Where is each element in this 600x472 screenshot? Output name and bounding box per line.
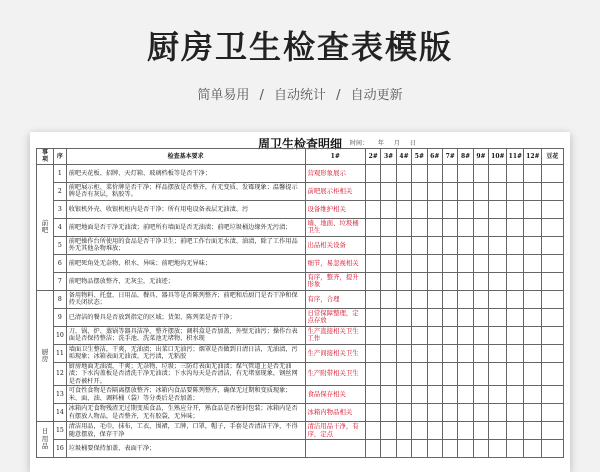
score-cell[interactable]: [427, 272, 442, 290]
table-row: [37, 290, 564, 308]
table-row: [37, 218, 564, 236]
score-cell[interactable]: [427, 182, 442, 200]
page-title: 厨房卫生检查表模版: [146, 28, 453, 66]
score-cell[interactable]: [412, 326, 427, 344]
requirement-cell: 已清洁的餐具是否放到指定的区域；货架、陈列架是否干净；: [66, 308, 305, 326]
note-cell: 出品相关设备: [305, 236, 366, 254]
score-cell[interactable]: [396, 164, 411, 182]
score-cell[interactable]: [541, 308, 563, 326]
score-cell[interactable]: [442, 218, 457, 236]
row-number: 10: [53, 326, 66, 344]
score-cell[interactable]: [366, 308, 381, 326]
requirement-cell: 备用物料、托盘、日用品、餐具、器具等是否陈列整齐；前吧和后厨门是否干净和保持关闭状态；: [66, 290, 305, 308]
column-header: 10#: [489, 149, 507, 165]
score-cell[interactable]: [442, 422, 457, 440]
requirement-cell: 前吧物品摆放整齐，无灰尘，无油迹；: [66, 272, 305, 290]
table-row: [37, 344, 564, 362]
score-cell[interactable]: [458, 326, 473, 344]
score-cell[interactable]: [442, 272, 457, 290]
score-cell[interactable]: [473, 386, 488, 404]
score-cell[interactable]: [458, 290, 473, 308]
score-cell[interactable]: [524, 164, 542, 182]
score-cell[interactable]: [412, 182, 427, 200]
score-cell[interactable]: [473, 422, 488, 440]
score-cell[interactable]: [473, 182, 488, 200]
column-header: 4#: [396, 149, 411, 165]
score-cell[interactable]: [541, 218, 563, 236]
score-cell[interactable]: [396, 344, 411, 362]
score-cell[interactable]: [381, 422, 396, 440]
score-cell[interactable]: [381, 290, 396, 308]
score-cell[interactable]: [506, 344, 524, 362]
score-cell[interactable]: [366, 182, 381, 200]
score-cell[interactable]: [489, 200, 507, 218]
table-header-row: [37, 149, 564, 165]
score-cell[interactable]: [506, 386, 524, 404]
table-row: [37, 326, 564, 344]
row-number: 7: [53, 272, 66, 290]
score-cell[interactable]: [506, 422, 524, 440]
score-cell[interactable]: [524, 254, 542, 272]
score-cell[interactable]: [427, 422, 442, 440]
score-cell[interactable]: [396, 236, 411, 254]
row-number: 13: [53, 386, 66, 404]
score-cell[interactable]: [489, 326, 507, 344]
score-cell[interactable]: [381, 308, 396, 326]
score-cell[interactable]: [458, 218, 473, 236]
score-cell[interactable]: [412, 200, 427, 218]
table-row: [37, 272, 564, 290]
note-cell: 生产间接相关卫生: [305, 344, 366, 362]
score-cell[interactable]: [412, 218, 427, 236]
score-cell[interactable]: [427, 254, 442, 272]
score-cell[interactable]: [396, 326, 411, 344]
row-number: 2: [53, 182, 66, 200]
score-cell[interactable]: [396, 404, 411, 422]
note-cell: 墙、地面、垃圾桶卫生: [305, 218, 366, 236]
requirement-cell: 前吧展示柜、菜价牌是否干净；样品摆放是否整齐，有无变质、发霉现象；温馨提示牌是否有灰层，粘胶等。: [66, 182, 305, 200]
score-cell[interactable]: [442, 164, 457, 182]
score-cell[interactable]: [506, 404, 524, 422]
score-cell[interactable]: [541, 236, 563, 254]
score-cell[interactable]: [541, 344, 563, 362]
score-cell[interactable]: [489, 362, 507, 385]
score-cell[interactable]: [381, 440, 396, 458]
score-cell[interactable]: [366, 164, 381, 182]
requirement-cell: 前吧死角处无杂物、积水、异味；前吧地沟无异味；: [66, 254, 305, 272]
score-cell[interactable]: [427, 386, 442, 404]
row-number: 12: [53, 362, 66, 385]
score-cell[interactable]: [489, 236, 507, 254]
score-cell[interactable]: [473, 344, 488, 362]
score-cell[interactable]: [473, 272, 488, 290]
score-cell[interactable]: [541, 422, 563, 440]
column-header: 11#: [506, 149, 524, 165]
score-cell[interactable]: [366, 236, 381, 254]
score-cell[interactable]: [366, 404, 381, 422]
note-cell: 生产直接相关卫生工作: [305, 326, 366, 344]
score-cell[interactable]: [473, 362, 488, 385]
inspection-table: [36, 148, 564, 458]
score-cell[interactable]: [489, 308, 507, 326]
score-cell[interactable]: [412, 236, 427, 254]
note-cell: 清洁用品干净，有序，定点: [305, 422, 366, 440]
score-cell[interactable]: [412, 404, 427, 422]
score-cell[interactable]: [366, 386, 381, 404]
score-cell[interactable]: [381, 344, 396, 362]
score-cell[interactable]: [396, 440, 411, 458]
score-cell[interactable]: [366, 326, 381, 344]
score-cell[interactable]: [506, 254, 524, 272]
score-cell[interactable]: [458, 182, 473, 200]
score-cell[interactable]: [412, 272, 427, 290]
score-cell[interactable]: [381, 218, 396, 236]
note-cell: 冰箱内物品相关: [305, 404, 366, 422]
score-cell[interactable]: [541, 404, 563, 422]
score-cell[interactable]: [366, 440, 381, 458]
note-cell: 前吧展示柜相关: [305, 182, 366, 200]
score-cell[interactable]: [381, 236, 396, 254]
note-cell: 设备维护相关: [305, 200, 366, 218]
score-cell[interactable]: [506, 236, 524, 254]
score-cell[interactable]: [489, 344, 507, 362]
score-cell[interactable]: [506, 218, 524, 236]
sheet-title: 周卫生检查明细: [257, 137, 342, 151]
row-number: 11: [53, 344, 66, 362]
row-number: 14: [53, 404, 66, 422]
score-cell[interactable]: [458, 344, 473, 362]
score-cell[interactable]: [489, 386, 507, 404]
column-header: 豆花: [541, 149, 563, 165]
score-cell[interactable]: [366, 218, 381, 236]
column-header: 6#: [427, 149, 442, 165]
score-cell[interactable]: [396, 200, 411, 218]
score-cell[interactable]: [442, 200, 457, 218]
requirement-cell: 清洁用品，毛巾，抹布，工衣，围裙，工牌，口罩，帽子，手套是否清洁干净，不得随意摆放，保存干净: [66, 422, 305, 440]
score-cell[interactable]: [541, 272, 563, 290]
score-cell[interactable]: [458, 404, 473, 422]
score-cell[interactable]: [381, 326, 396, 344]
score-cell[interactable]: [442, 362, 457, 385]
score-cell[interactable]: [366, 200, 381, 218]
score-cell[interactable]: [541, 440, 563, 458]
score-cell[interactable]: [524, 200, 542, 218]
column-header: 检查基本要求: [66, 149, 305, 165]
table-row: [37, 386, 564, 404]
score-cell[interactable]: [381, 182, 396, 200]
note-cell: [305, 440, 366, 458]
score-cell[interactable]: [506, 182, 524, 200]
score-cell[interactable]: [473, 440, 488, 458]
score-cell[interactable]: [442, 182, 457, 200]
score-cell[interactable]: [524, 440, 542, 458]
score-cell[interactable]: [366, 254, 381, 272]
score-cell[interactable]: [396, 386, 411, 404]
score-cell[interactable]: [524, 422, 542, 440]
score-cell[interactable]: [489, 254, 507, 272]
note-cell: 食品保存相关: [305, 386, 366, 404]
column-header: 8#: [458, 149, 473, 165]
row-number: 8: [53, 290, 66, 308]
score-cell[interactable]: [506, 440, 524, 458]
score-cell[interactable]: [524, 218, 542, 236]
score-cell[interactable]: [506, 290, 524, 308]
score-cell[interactable]: [427, 344, 442, 362]
score-cell[interactable]: [541, 182, 563, 200]
score-cell[interactable]: [473, 404, 488, 422]
score-cell[interactable]: [489, 440, 507, 458]
requirement-cell: 收银机外壳、收银机柜内是否干净；所有用电设备表层无油渍、污: [66, 200, 305, 218]
note-cell: 营观形象展示: [305, 164, 366, 182]
score-cell[interactable]: [541, 164, 563, 182]
score-cell[interactable]: [381, 272, 396, 290]
score-cell[interactable]: [442, 236, 457, 254]
table-row: [37, 182, 564, 200]
score-cell[interactable]: [489, 290, 507, 308]
score-cell[interactable]: [473, 326, 488, 344]
score-cell[interactable]: [442, 440, 457, 458]
score-cell[interactable]: [458, 440, 473, 458]
score-cell[interactable]: [396, 182, 411, 200]
score-cell[interactable]: [489, 182, 507, 200]
score-cell[interactable]: [541, 254, 563, 272]
requirement-cell: 冰箱内无食物残渣无过期变质食品，生熟应分开，熟食品是否密封包装；冰箱内是否有摆放人物品，是否整齐，无有胶袋，无异味；: [66, 404, 305, 422]
score-cell[interactable]: [427, 308, 442, 326]
score-cell[interactable]: [458, 164, 473, 182]
row-number: 4: [53, 218, 66, 236]
score-cell[interactable]: [366, 362, 381, 385]
score-cell[interactable]: [489, 422, 507, 440]
score-cell[interactable]: [524, 272, 542, 290]
score-cell[interactable]: [458, 422, 473, 440]
score-cell[interactable]: [541, 290, 563, 308]
score-cell[interactable]: [506, 308, 524, 326]
score-cell[interactable]: [427, 440, 442, 458]
score-cell[interactable]: [442, 254, 457, 272]
score-cell[interactable]: [427, 290, 442, 308]
row-number: 16: [53, 440, 66, 458]
score-cell[interactable]: [473, 308, 488, 326]
score-cell[interactable]: [541, 200, 563, 218]
score-cell[interactable]: [458, 308, 473, 326]
date-line: 时间： 年 月 日: [350, 140, 416, 147]
score-cell[interactable]: [506, 362, 524, 385]
score-cell[interactable]: [524, 362, 542, 385]
score-cell[interactable]: [396, 308, 411, 326]
row-number: 5: [53, 236, 66, 254]
score-cell[interactable]: [506, 272, 524, 290]
category-cell: 厨房: [37, 290, 54, 421]
requirement-cell: 前吧操作台所使用的食品是否干净卫生；前吧工作台面无水渍、油渍，除了工作用品外无其他杂物堆放；: [66, 236, 305, 254]
score-cell[interactable]: [381, 404, 396, 422]
category-cell: 日用品: [37, 422, 54, 458]
score-cell[interactable]: [524, 344, 542, 362]
score-cell[interactable]: [473, 290, 488, 308]
score-cell[interactable]: [506, 200, 524, 218]
score-cell[interactable]: [458, 362, 473, 385]
score-cell[interactable]: [506, 326, 524, 344]
table-row: [37, 236, 564, 254]
score-cell[interactable]: [381, 164, 396, 182]
score-cell[interactable]: [381, 362, 396, 385]
score-cell[interactable]: [524, 386, 542, 404]
score-cell[interactable]: [489, 164, 507, 182]
score-cell[interactable]: [396, 272, 411, 290]
score-cell[interactable]: [366, 422, 381, 440]
score-cell[interactable]: [524, 308, 542, 326]
requirement-cell: 刀、锅、炉、蒸锅等器具洁净，整齐摆放；调料盒是否加盖，外壁无油污；操作台表面是否保持整洁；洗手池、洗菜池无堵物、积水现: [66, 326, 305, 344]
note-cell: 细节，易忽视相关: [305, 254, 366, 272]
score-cell[interactable]: [458, 272, 473, 290]
row-number: 6: [53, 254, 66, 272]
requirement-cell: 前吧地面是否干净无油渍；前吧所有墙面是否无油渍；前吧垃圾桶边缘外无污渍；: [66, 218, 305, 236]
score-cell[interactable]: [458, 200, 473, 218]
requirement-cell: 垃圾桶要保持加盖、表面干净；: [66, 440, 305, 458]
score-cell[interactable]: [473, 200, 488, 218]
score-cell[interactable]: [427, 218, 442, 236]
column-header: 5#: [412, 149, 427, 165]
table-row: [37, 422, 564, 440]
score-cell[interactable]: [524, 182, 542, 200]
column-header: 1#: [305, 149, 366, 165]
score-cell[interactable]: [427, 326, 442, 344]
table-row: [37, 404, 564, 422]
score-cell[interactable]: [412, 362, 427, 385]
requirement-cell: 墙面卫生整洁，干爽，无油渍；出菜口无油污；烟罩是否做到日清日洁，无油渍，污垢现象；冰箱表面无油渍、无污渍，无粘胶: [66, 344, 305, 362]
score-cell[interactable]: [442, 386, 457, 404]
score-cell[interactable]: [524, 404, 542, 422]
category-cell: 前吧: [37, 164, 54, 290]
column-header: 7#: [442, 149, 457, 165]
note-cell: 生产附带相关卫生: [305, 362, 366, 385]
score-cell[interactable]: [396, 218, 411, 236]
score-cell[interactable]: [458, 386, 473, 404]
score-cell[interactable]: [541, 326, 563, 344]
score-cell[interactable]: [366, 290, 381, 308]
score-cell[interactable]: [366, 344, 381, 362]
requirement-cell: 前吧天花板、招牌、天灯箱、玻璃档板等是否干净；: [66, 164, 305, 182]
row-number: 3: [53, 200, 66, 218]
note-cell: 日常保障整理，定点存放: [305, 308, 366, 326]
score-cell[interactable]: [396, 254, 411, 272]
score-cell[interactable]: [366, 272, 381, 290]
table-row: [37, 362, 564, 385]
score-cell[interactable]: [524, 326, 542, 344]
score-cell[interactable]: [412, 290, 427, 308]
score-cell[interactable]: [396, 422, 411, 440]
requirement-cell: 厨房地面无油渍，干爽；无杂物、垃圾；三防灯表面无油渍；煤气管道上是否无油渍；下水沟盖板是否清洗干净无油渍；下水沟每天是否清洁，有无堵塞现象，钢丝网是否被杆开。: [66, 362, 305, 385]
column-header: 序: [53, 149, 66, 165]
score-cell[interactable]: [412, 422, 427, 440]
inspection-sheet: [30, 132, 570, 472]
score-cell[interactable]: [541, 386, 563, 404]
score-cell[interactable]: [473, 236, 488, 254]
table-row: [37, 440, 564, 458]
score-cell[interactable]: [442, 308, 457, 326]
column-header: 9#: [473, 149, 488, 165]
score-cell[interactable]: [473, 164, 488, 182]
score-cell[interactable]: [506, 164, 524, 182]
note-cell: 有序，合理: [305, 290, 366, 308]
score-cell[interactable]: [524, 290, 542, 308]
score-cell[interactable]: [541, 362, 563, 385]
row-number: 1: [53, 164, 66, 182]
score-cell[interactable]: [473, 218, 488, 236]
score-cell[interactable]: [412, 344, 427, 362]
table-row: [37, 200, 564, 218]
score-cell[interactable]: [427, 362, 442, 385]
score-cell[interactable]: [489, 404, 507, 422]
score-cell[interactable]: [427, 200, 442, 218]
score-cell[interactable]: [412, 164, 427, 182]
score-cell[interactable]: [524, 236, 542, 254]
score-cell[interactable]: [396, 362, 411, 385]
row-number: 9: [53, 308, 66, 326]
table-row: [37, 254, 564, 272]
score-cell[interactable]: [412, 254, 427, 272]
score-cell[interactable]: [442, 326, 457, 344]
score-cell[interactable]: [442, 290, 457, 308]
score-cell[interactable]: [489, 272, 507, 290]
score-cell[interactable]: [427, 404, 442, 422]
score-cell[interactable]: [396, 290, 411, 308]
score-cell[interactable]: [412, 440, 427, 458]
score-cell[interactable]: [458, 254, 473, 272]
score-cell[interactable]: [381, 254, 396, 272]
score-cell[interactable]: [489, 218, 507, 236]
score-cell[interactable]: [412, 386, 427, 404]
score-cell[interactable]: [427, 164, 442, 182]
column-header: 12#: [524, 149, 542, 165]
score-cell[interactable]: [427, 236, 442, 254]
column-header: 事项: [37, 149, 54, 165]
column-header: 3#: [381, 149, 396, 165]
score-cell[interactable]: [381, 386, 396, 404]
page-subtitle: 简单易用 / 自动统计 / 自动更新: [197, 88, 403, 103]
requirement-cell: 可食性食物是否隔离摆放整齐；冰箱内食品要陈列整齐，确保无过期和变质现象；米、面、油、调料桶（袋）等分类后是否加盖；: [66, 386, 305, 404]
row-number: 15: [53, 422, 66, 440]
table-row: [37, 308, 564, 326]
column-header: 2#: [366, 149, 381, 165]
note-cell: 有序，整齐，提升形象: [305, 272, 366, 290]
table-row: [37, 164, 564, 182]
score-cell[interactable]: [442, 344, 457, 362]
score-cell[interactable]: [458, 236, 473, 254]
score-cell[interactable]: [473, 254, 488, 272]
score-cell[interactable]: [412, 308, 427, 326]
score-cell[interactable]: [442, 404, 457, 422]
score-cell[interactable]: [381, 200, 396, 218]
